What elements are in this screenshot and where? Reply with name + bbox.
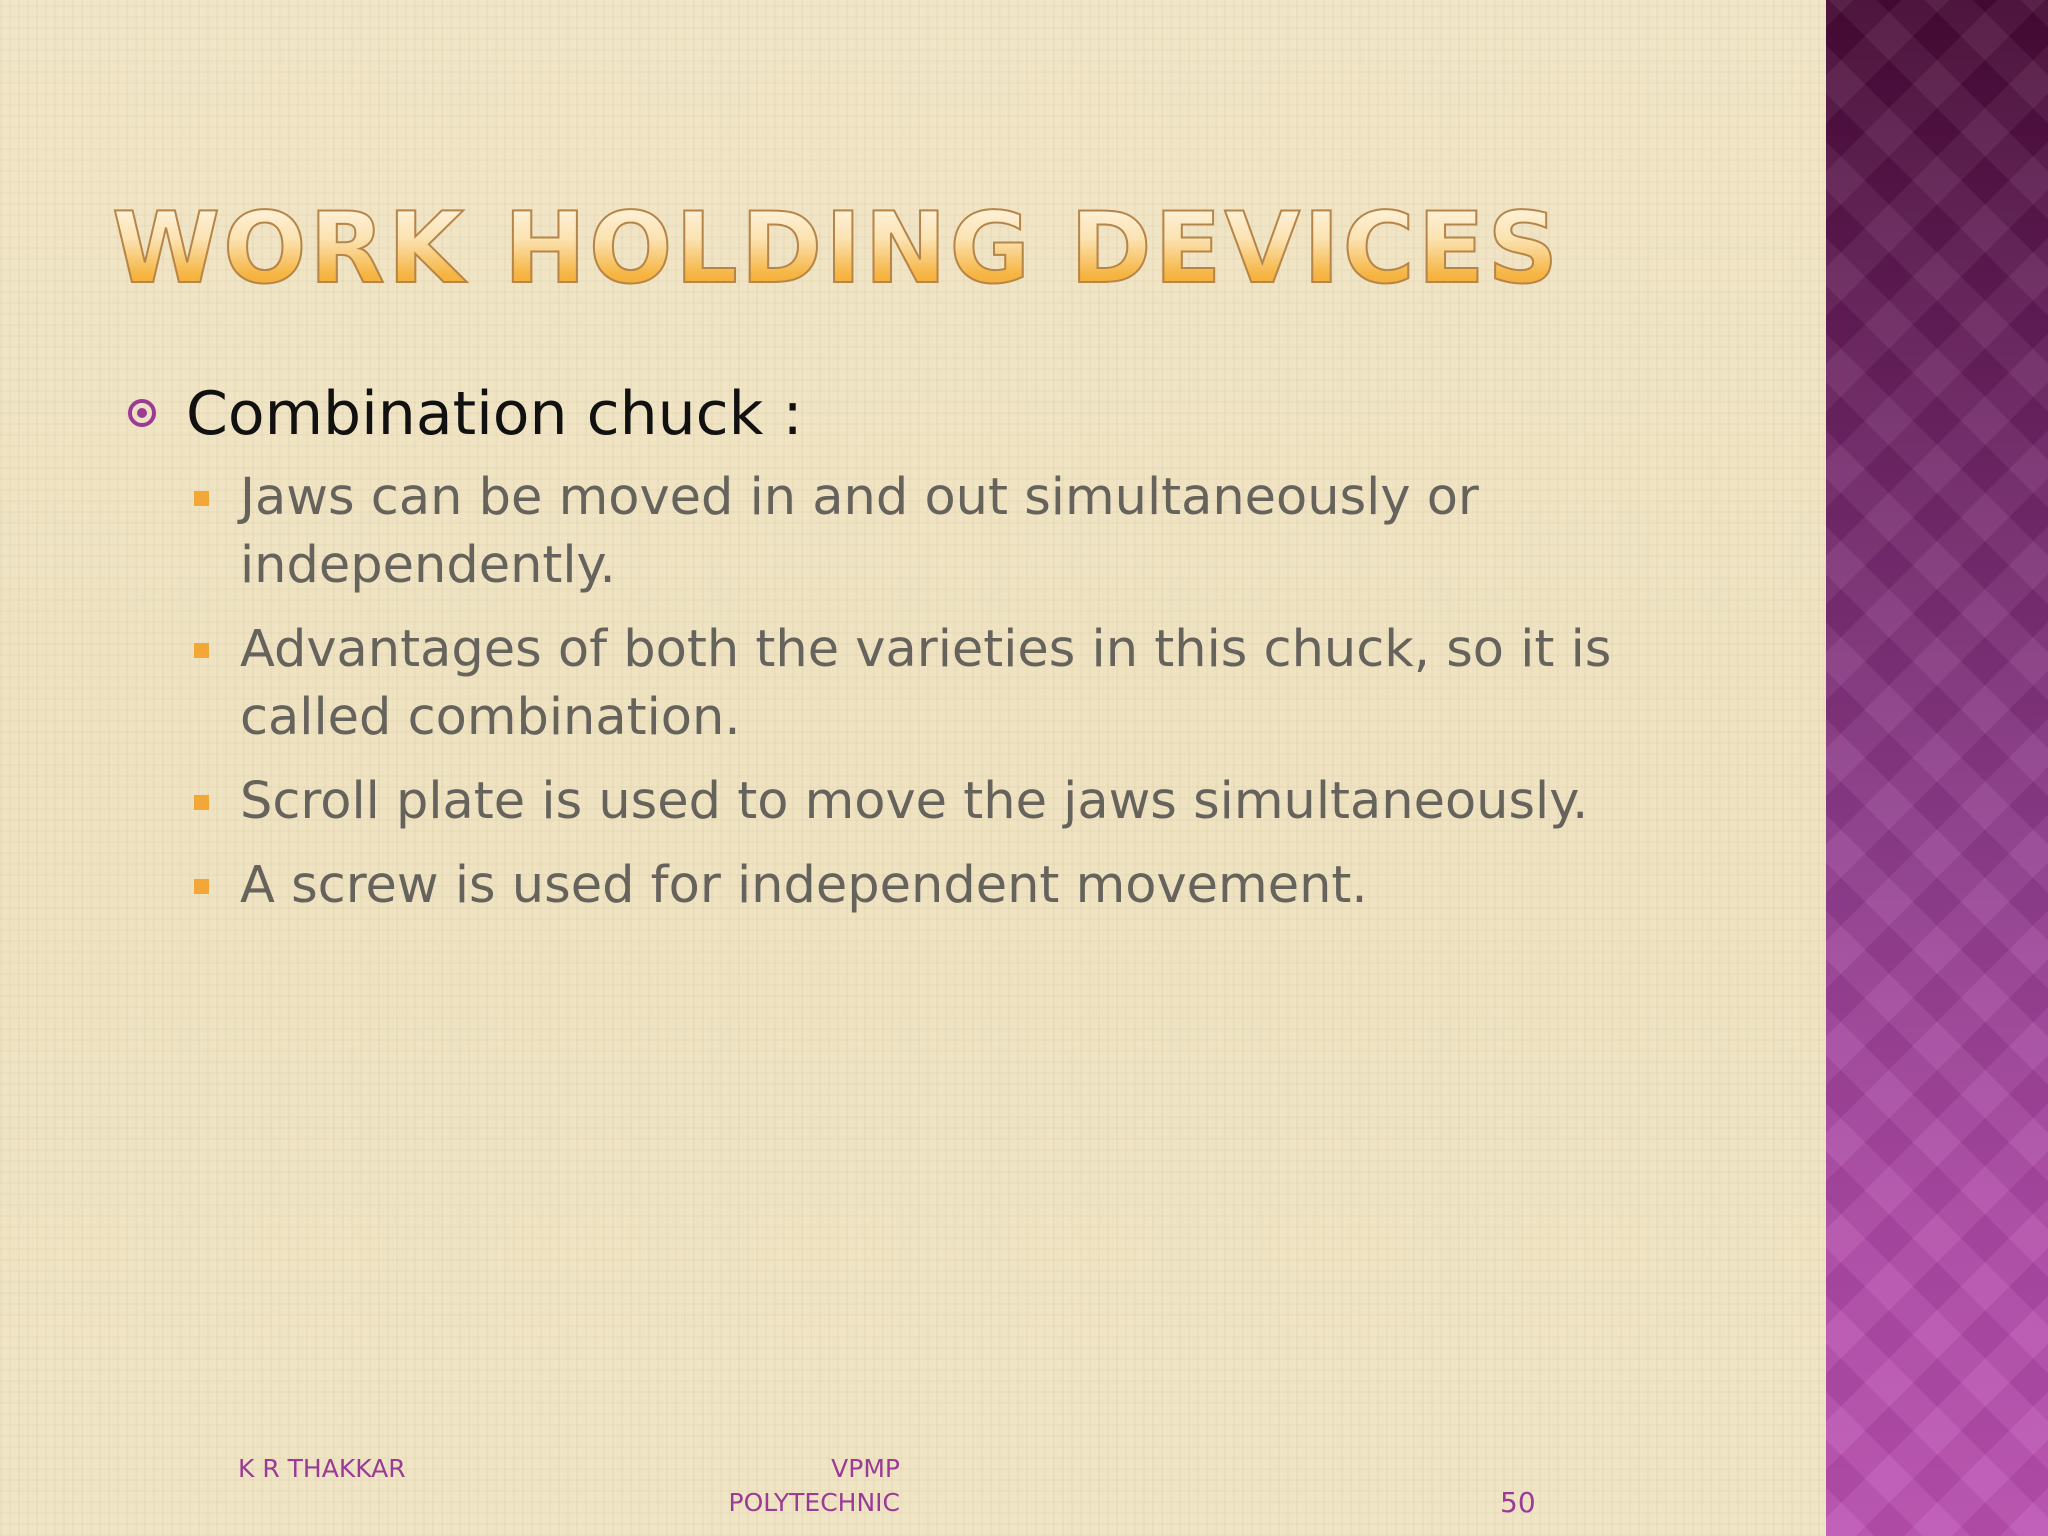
main-bullet-text: Combination chuck : [186,379,803,449]
circle-dot-bullet-icon [128,399,156,427]
sub-bullet-item [128,768,1688,836]
sub-bullet-list [128,464,1688,920]
sub-bullet-text: Scroll plate is used to move the jaws simultaneously. [240,772,1589,831]
square-bullet-icon [194,795,209,810]
square-bullet-icon [194,643,209,658]
sub-bullet-item [128,852,1688,920]
slide-title: WORK HOLDING DEVICES [112,192,1562,306]
sub-bullet-item [128,464,1688,600]
footer-school-line2: POLYTECHNIC [728,1488,900,1517]
sub-bullet-text: Advantages of both the varieties in this chuck, so it is called combination. [240,620,1612,747]
sub-bullet-text: Jaws can be moved in and out simultaneously or independently. [240,468,1479,595]
main-bullet-point [128,374,1688,454]
page-number: 50 [1500,1486,1536,1519]
footer-author: K R THAKKAR [238,1454,406,1483]
square-bullet-icon [194,879,209,894]
sub-bullet-text: A screw is used for independent movement. [240,856,1368,915]
slide-content [128,374,1688,936]
square-bullet-icon [194,491,209,506]
sub-bullet-item [128,616,1688,752]
footer-school [690,1452,900,1520]
decorative-side-panel [1826,0,2048,1536]
footer-school-line1: VPMP [831,1454,900,1483]
